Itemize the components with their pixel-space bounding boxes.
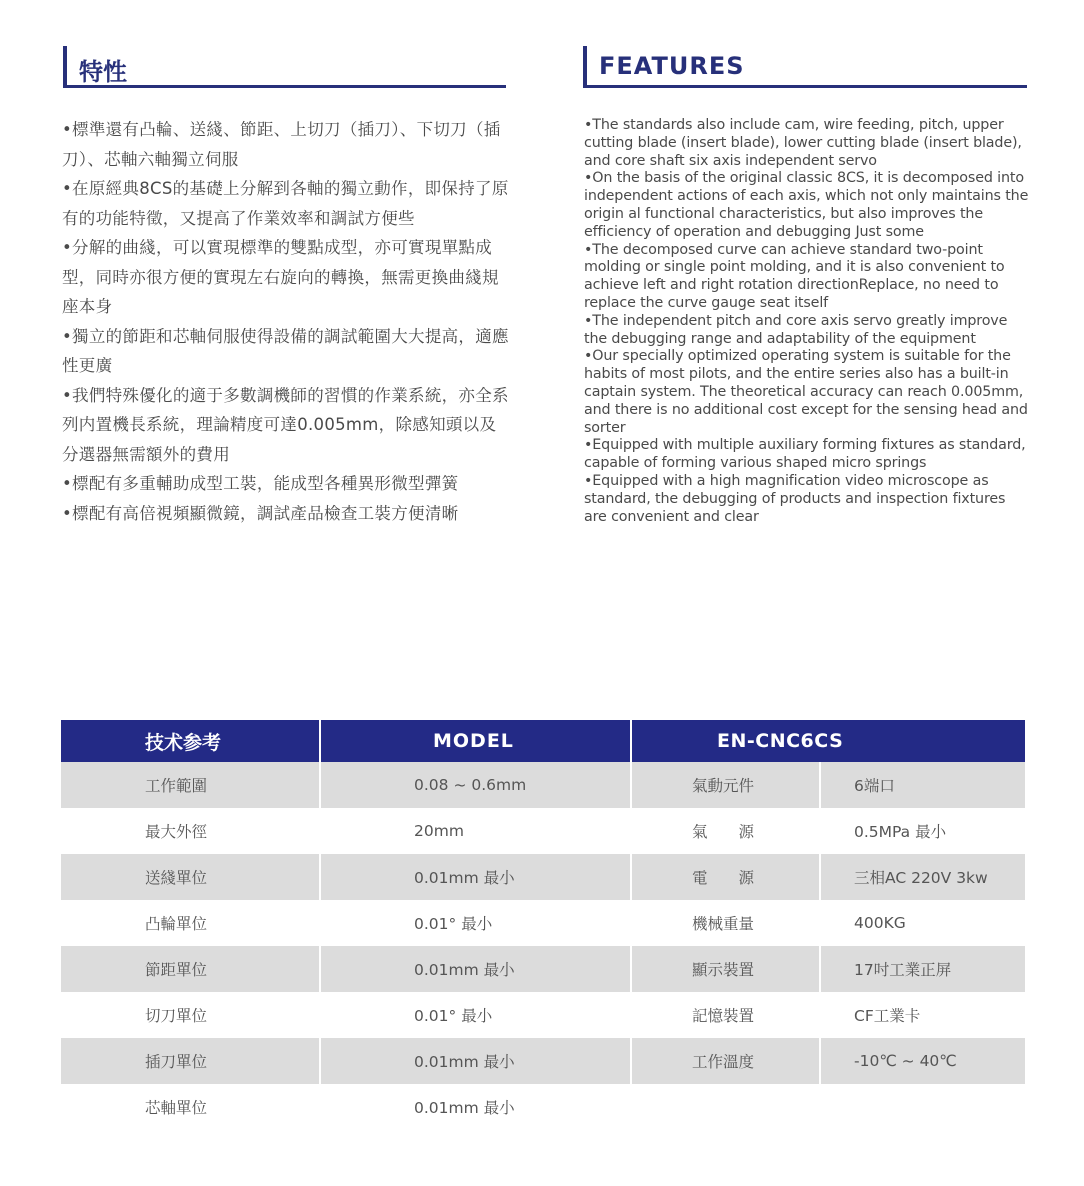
spec-label: 機械重量	[631, 900, 820, 946]
table-row	[61, 946, 1025, 992]
spec-label	[631, 1084, 820, 1130]
en-feature-item: •The standards also include cam, wire feeding, pitch, upper cutting blade (insert blade), lower cutting blade (insert blade), and core shaft six axis independent servo	[584, 117, 1022, 169]
table-row	[61, 1038, 1025, 1084]
heading-accent-bar	[63, 46, 67, 85]
spec-value: 0.01mm 最小	[320, 854, 631, 900]
spec-label: 工作溫度	[631, 1038, 820, 1084]
en-feature-item: •On the basis of the original classic 8CS, it is decomposed into independent actions of each axis, which not only maintains the origin al functional characteristics, but also improves the efficiency of operation and debugging Just some	[584, 170, 1029, 240]
cn-feature-item: •標準還有凸輪、送綫、節距、上切刀（插刀）、下切刀（插刀）、芯軸六軸獨立伺服	[62, 120, 501, 169]
spec-label: 凸輪單位	[61, 900, 320, 946]
en-feature-item: •The independent pitch and core axis servo greatly improve the debugging range and adaptability of the equipment	[584, 312, 1008, 347]
cn-feature-item: •標配有高倍視頻顯微鏡，調試產品檢查工裝方便清晰	[62, 503, 459, 523]
spec-label: 切刀單位	[61, 992, 320, 1038]
spec-value: 三相AC 220V 3kw	[820, 854, 1025, 900]
en-features-list	[584, 117, 1032, 526]
spec-value: CF工業卡	[854, 1007, 921, 1025]
spec-label: 氣 源	[631, 808, 820, 854]
spec-label: 節距單位	[61, 946, 320, 992]
spec-value: 400KG	[854, 914, 906, 932]
header-model-name: EN-CNC6CS	[631, 720, 1025, 762]
en-features-title: FEATURES	[599, 52, 745, 80]
header-model: MODEL	[320, 720, 631, 762]
table-row	[61, 992, 1025, 1038]
cn-feature-item: •獨立的節距和芯軸伺服使得設備的調試範圍大大提高，適應性更廣	[62, 326, 509, 375]
spec-value: 0.01° 最小	[320, 992, 631, 1038]
table-row	[61, 808, 1025, 854]
spec-value: 0.01mm 最小	[320, 1038, 631, 1084]
table-row	[61, 762, 1025, 808]
spec-label: 電 源	[631, 854, 820, 900]
heading-accent-bar	[583, 46, 587, 85]
spec-value: 0.08 ~ 0.6mm	[320, 762, 631, 808]
spec-value: 0.01mm 最小	[320, 1084, 631, 1130]
spec-value: -10℃ ~ 40℃	[820, 1038, 1025, 1084]
en-feature-item: •Equipped with a high magnification video microscope as standard, the debugging of products and inspection fixtures are convenient and clear	[584, 472, 1006, 525]
table-row	[61, 854, 1025, 900]
cn-feature-item: •分解的曲綫，可以實現標準的雙點成型，亦可實現單點成型，同時亦很方便的實現左右旋向的轉換，無需更換曲綫規座本身	[62, 238, 499, 316]
cn-feature-item: •標配有多重輔助成型工裝，能成型各種異形微型彈簧	[62, 474, 459, 493]
spec-label: 插刀單位	[61, 1038, 320, 1084]
spec-label: 顯示裝置	[631, 946, 820, 992]
spec-value: 0.5MPa 最小	[854, 823, 947, 841]
en-features-heading	[583, 46, 1027, 88]
cn-features-list	[62, 115, 510, 528]
spec-label: 芯軸單位	[61, 1084, 320, 1130]
spec-table	[61, 720, 1025, 1130]
spec-value: 17吋工業正屏	[820, 946, 1025, 992]
spec-value: 0.01° 最小	[320, 900, 631, 946]
header-tech-ref: 技术参考	[61, 720, 320, 762]
spec-header-row	[61, 720, 1025, 762]
cn-feature-item: •我們特殊優化的適于多數調機師的習慣的作業系統，亦全系列内置機長系統，理論精度可達0.005mm，除感知頭以及分選器無需額外的費用	[62, 385, 509, 464]
spec-label: 記憶裝置	[631, 992, 820, 1038]
spec-value	[820, 1084, 1025, 1130]
spec-label: 氣動元件	[631, 762, 820, 808]
cn-features-title: 特性	[79, 58, 127, 86]
spec-value: 20mm	[320, 808, 631, 854]
cn-feature-item: •在原經典8CS的基礎上分解到各軸的獨立動作，即保持了原有的功能特徵，又提高了作業效率和調試方便些	[62, 179, 509, 228]
spec-value: 0.01mm 最小	[320, 946, 631, 992]
spec-label: 最大外徑	[61, 808, 320, 854]
cn-features-heading	[63, 46, 506, 88]
table-row	[61, 1084, 1025, 1130]
en-feature-item: •The decomposed curve can achieve standard two-point molding or single point molding, and it is also convenient to achieve left and right rotation directionReplace, no need to replace the curve gauge seat itself	[584, 241, 1005, 311]
table-row	[61, 900, 1025, 946]
en-feature-item: •Our specially optimized operating system is suitable for the habits of most pilots, and the entire series also has a built-in captain system. The theoretical accuracy can reach 0.005mm, and there is no additional cost except for the sensing head and sorter	[584, 348, 1028, 436]
spec-value: 6端口	[820, 762, 1025, 808]
spec-label: 送綫單位	[61, 854, 320, 900]
spec-label: 工作範圍	[61, 762, 320, 808]
en-feature-item: •Equipped with multiple auxiliary forming fixtures as standard, capable of forming various shaped micro springs	[584, 437, 1026, 472]
